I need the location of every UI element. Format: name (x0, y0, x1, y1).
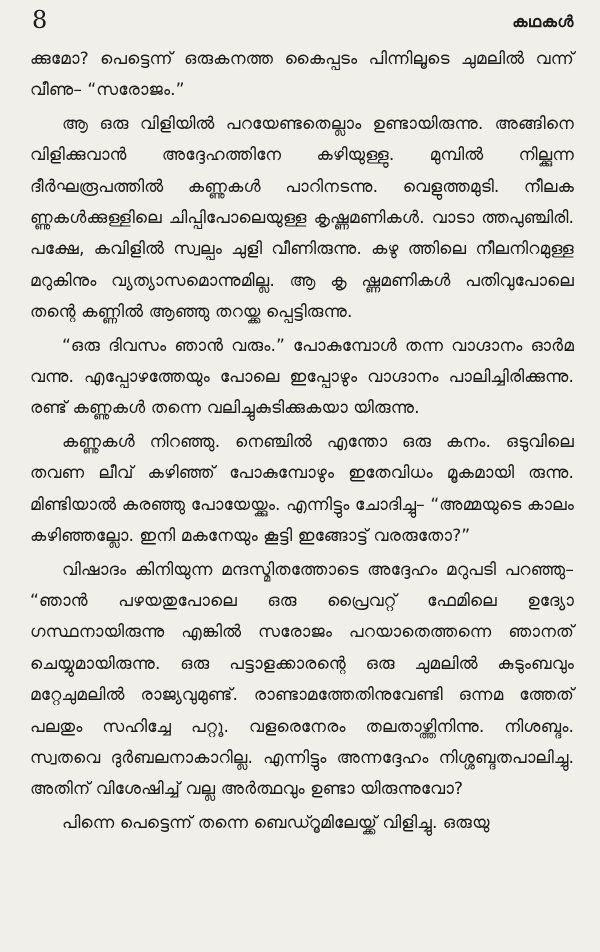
paragraph-continuation: ക്കുമോ? പെട്ടെന്ന് ഒരുകനത്ത കൈപ്പടം പിന്നിലൂടെ ചുമലിൽ വന്ന് വീണു– “സരോജം.” (30, 49, 574, 101)
paragraph: പിന്നെ പെട്ടെന്ന് തന്നെ ബെഡ്റൂമിലേയ്ക്ക് വിളിച്ചു. ഒരുയു (62, 812, 490, 833)
page-header (30, 0, 574, 44)
paragraph: “ഒരു ദിവസം ഞാൻ വരും.” പോകുമ്പോൾ തന്ന വാഗ്ദാനം ഓർമ വന്നു. എപ്പോഴത്തേയും പോലെ ഇപ്പോഴും വാഗ്ദാനം പാലിച്ചിരിക്കുന്നു. രണ്ട് കണ്ണുകൾ തന്നെ വലിച്ചുകുടിക്കുകയാ യിരുന്നു. (30, 335, 574, 419)
running-title: കഥകൾ (512, 12, 574, 31)
paragraph: വിഷാദം കിനിയുന്ന മന്ദസ്മിതത്തോടെ അദ്ദേഹം മറുപടി പറഞ്ഞു– “ഞാൻ പഴയതുപോലെ ഒരു പ്രൈവറ്റ് ഫേമിലെ ഉദ്യോ ഗസ്ഥനായിരുന്നു എങ്കിൽ സരോജം പറയാതെത്തന്നെ ഞാനത് ചെയ്യുമായിരുന്നു. ഒരു പട്ടാളക്കാരന്റെ ഒരു ചുമലിൽ കുടുംബവും മറ്റേചുമലിൽ രാജ്യവുമുണ്ട്. രാണ്ടാമത്തേതിനുവേണ്ടി ഒന്നമ ത്തേത് പലതും സഹിച്ചേ പറ്റൂ. വളരെനേരം തലതാഴ്ത്തിനിന്നു. നിശബ്ദം. സ്വതവെ ദുർബലനാകാറില്ല. എന്നിട്ടും അന്നദ്ദേഹം നിശ്ശബ്ദതപാലിച്ചു. അതിന് വിശേഷിച്ച് വല്ല അർത്ഥവും ഉണ്ടാ യിരുന്നുവോ? (30, 559, 574, 800)
page-number: 8 (32, 6, 48, 34)
paragraph: കണ്ണുകൾ നിറഞ്ഞു. നെഞ്ചിൽ എന്തോ ഒരു കനം. ഒടുവിലെ തവണ ലീവ് കഴിഞ്ഞ് പോകുമ്പോഴും ഇതേവിധം മൂകമായി രുന്നു. മിണ്ടിയാൽ കരഞ്ഞു പോയേയ്ക്കും. എന്നിട്ടും ചോദിച്ചു– “അമ്മയുടെ കാലം കഴിഞ്ഞല്ലോ. ഇനി മകനേയും കൂട്ടി ഇങ്ങോട്ട് വരരുതോ?” (30, 431, 574, 547)
paragraph: ആ ഒരു വിളിയിൽ പറയേണ്ടതെല്ലാം ഉണ്ടായിരുന്നു. അങ്ങിനെ വിളിക്കുവാൻ അദ്ദേഹത്തിനേ കഴിയുള്ളു. മുമ്പിൽ നില്ക്കുന്ന ദീർഘരൂപത്തിൽ കണ്ണുകൾ പാറിനടന്നു. വെളുത്തമുടി. നീലക ണ്ണുകൾക്കുള്ളിലെ ചിപ്പിപോലെയുള്ള കൃഷ്ണമണികൾ. വാടാ ത്തപുഞ്ചിരി. പക്ഷേ, കവിളിൽ സ്വല്പം ചുളി വീണിരുന്നു. കഴു ത്തിലെ നീലനിറമുള്ള മറുകിനും വ്യത്യാസമൊന്നുമില്ല. ആ കൃ ഷ്ണമണികൾ പതിവുപോലെ തന്റെ കണ്ണിൽ ആഞ്ഞു തറയ്ക്ക പ്പെട്ടിരുന്നു. (30, 113, 574, 323)
body-text (30, 44, 574, 839)
